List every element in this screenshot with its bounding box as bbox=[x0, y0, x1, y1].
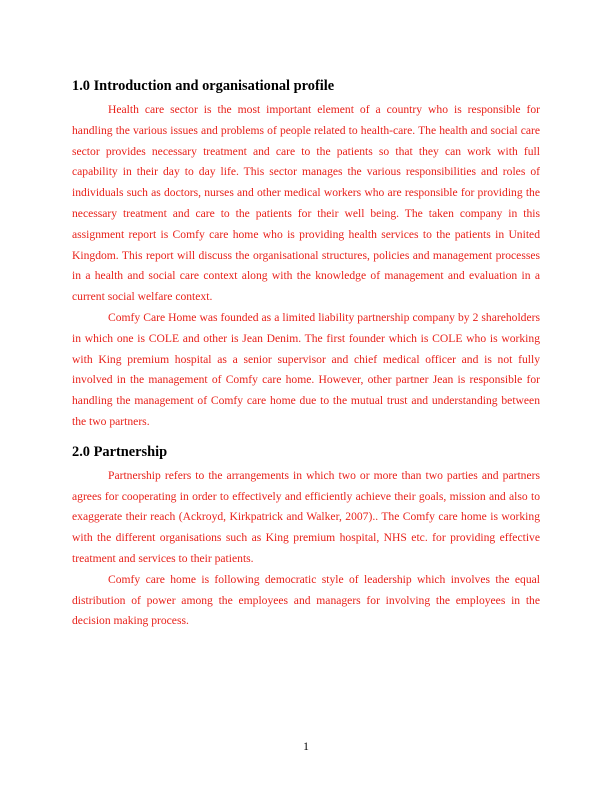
section-partnership bbox=[72, 442, 540, 632]
section-heading: 1.0 Introduction and organisational profile bbox=[72, 78, 335, 94]
section-heading: 2.0 Partnership bbox=[72, 443, 168, 460]
document-body bbox=[72, 76, 540, 632]
paragraph: Partnership refers to the arrangements in which two or more than two parties and partners agrees for cooperating in order to effectively and efficiently achieve their goals, mission and also to exaggerate their reach (Ackroyd, Kirkpatrick and Walker, 2007).. The Comfy care home is working with the different organisations such as King premium hospital, NHS etc. for providing effective treatment and services to their patients. bbox=[72, 468, 540, 565]
page-number: 1 bbox=[303, 740, 309, 753]
paragraph: Comfy Care Home was founded as a limited liability partnership company by 2 shareholders in which one is COLE and other is Jean Denim. The first founder which is COLE who is working with King premium hospital as a senior supervisor and chief medical officer and is not fully involved in the management of Comfy care home. However, other partner Jean is responsible for handling the management of Comfy care home due to the mutual trust and understanding between the two partners. bbox=[72, 310, 540, 428]
paragraph: Comfy care home is following democratic style of leadership which involves the equal distribution of power among the employees and managers for involving the employees in the decision making process. bbox=[72, 572, 540, 628]
paragraph: Health care sector is the most important element of a country who is responsible for handling the various issues and problems of people related to health-care. The health and social care sector provides necessary treatment and care to the patients so that they can work with full capability in their day to day life. This sector manages the various responsibilities and roles of individuals such as doctors, nurses and other medical workers who are responsible for providing the necessary treatment and care to the patients for their well being. The taken company in this assignment report is Comfy care home who is providing health services to the patients in United Kingdom. This report will discuss the organisational structures, policies and management processes in a health and social care context along with the knowledge of management and evaluation in a current social welfare context. bbox=[72, 103, 540, 304]
section-introduction bbox=[72, 76, 540, 433]
